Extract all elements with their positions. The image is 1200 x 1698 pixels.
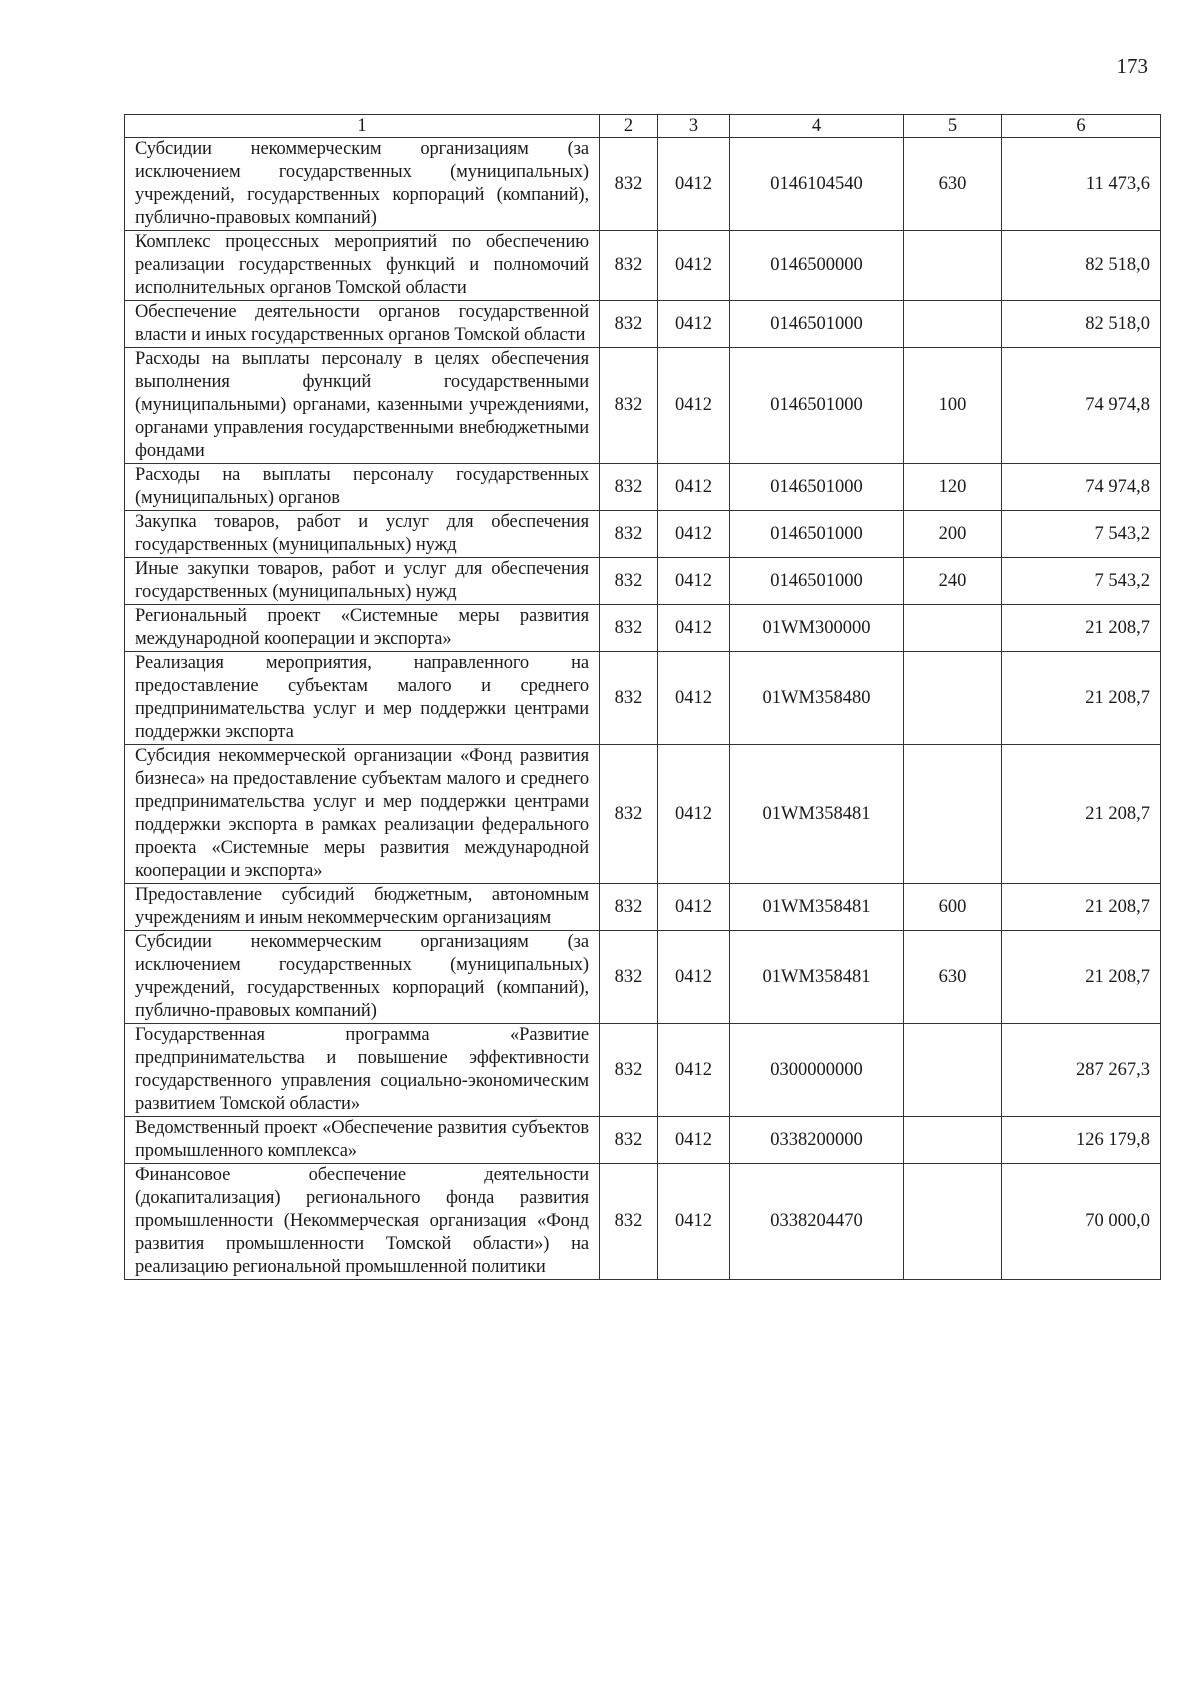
target-article-cell: 0146500000: [730, 231, 904, 301]
ministry-code-cell: 832: [600, 231, 658, 301]
target-article-cell: 01WM358481: [730, 884, 904, 931]
ministry-code-cell: 832: [600, 138, 658, 231]
row-name-cell: Иные закупки товаров, работ и услуг для обеспечения государственных (муниципальных) нужд: [125, 558, 600, 605]
row-name-cell: Расходы на выплаты персоналу в целях обеспечения выполнения функций государственными (муниципальными) органами, казенными учреждениями, органами управления государственными внебюджетными фондами: [125, 348, 600, 464]
page-number: 173: [1116, 54, 1148, 78]
target-article-cell: 0146501000: [730, 348, 904, 464]
ministry-code-cell: 832: [600, 1024, 658, 1117]
table-row: [125, 348, 1161, 464]
ministry-code-cell: 832: [600, 558, 658, 605]
table-row: [125, 931, 1161, 1024]
budget-table: [124, 114, 1161, 1280]
target-article-cell: 01WM300000: [730, 605, 904, 652]
expense-type-cell: [904, 301, 1002, 348]
table-row: [125, 464, 1161, 511]
table-row: [125, 231, 1161, 301]
expense-type-cell: [904, 1024, 1002, 1117]
section-code-cell: 0412: [658, 138, 730, 231]
table-row: [125, 605, 1161, 652]
amount-cell: 21 208,7: [1002, 745, 1161, 884]
table-row: [125, 558, 1161, 605]
section-code-cell: 0412: [658, 652, 730, 745]
expense-type-cell: 120: [904, 464, 1002, 511]
amount-cell: 11 473,6: [1002, 138, 1161, 231]
section-code-cell: 0412: [658, 884, 730, 931]
target-article-cell: 01WM358480: [730, 652, 904, 745]
target-article-cell: 0146501000: [730, 558, 904, 605]
table-row: [125, 301, 1161, 348]
amount-cell: 82 518,0: [1002, 231, 1161, 301]
section-code-cell: 0412: [658, 931, 730, 1024]
target-article-cell: 0146104540: [730, 138, 904, 231]
column-header-4: 4: [730, 115, 904, 138]
amount-cell: 7 543,2: [1002, 558, 1161, 605]
target-article-cell: 0338200000: [730, 1117, 904, 1164]
amount-cell: 70 000,0: [1002, 1164, 1161, 1280]
section-code-cell: 0412: [658, 464, 730, 511]
table-row: [125, 511, 1161, 558]
expense-type-cell: [904, 652, 1002, 745]
ministry-code-cell: 832: [600, 301, 658, 348]
row-name-cell: Обеспечение деятельности органов государственной власти и иных государственных органов Томской области: [125, 301, 600, 348]
expense-type-cell: [904, 1117, 1002, 1164]
expense-type-cell: 600: [904, 884, 1002, 931]
target-article-cell: 0146501000: [730, 301, 904, 348]
ministry-code-cell: 832: [600, 884, 658, 931]
section-code-cell: 0412: [658, 301, 730, 348]
expense-type-cell: [904, 231, 1002, 301]
target-article-cell: 0300000000: [730, 1024, 904, 1117]
amount-cell: 21 208,7: [1002, 652, 1161, 745]
row-name-cell: Государственная программа «Развитие предпринимательства и повышение эффективности государственного управления социально-экономическим развитием Томской области»: [125, 1024, 600, 1117]
expense-type-cell: 240: [904, 558, 1002, 605]
row-name-cell: Субсидии некоммерческим организациям (за исключением государственных (муниципальных) учреждений, государственных корпораций (компаний), публично-правовых компаний): [125, 138, 600, 231]
row-name-cell: Закупка товаров, работ и услуг для обеспечения государственных (муниципальных) нужд: [125, 511, 600, 558]
header-row: [125, 115, 1161, 138]
table-body: [125, 138, 1161, 1280]
target-article-cell: 0146501000: [730, 464, 904, 511]
target-article-cell: 0338204470: [730, 1164, 904, 1280]
section-code-cell: 0412: [658, 745, 730, 884]
amount-cell: 21 208,7: [1002, 605, 1161, 652]
amount-cell: 21 208,7: [1002, 884, 1161, 931]
column-header-6: 6: [1002, 115, 1161, 138]
table-row: [125, 1164, 1161, 1280]
ministry-code-cell: 832: [600, 511, 658, 558]
expense-type-cell: [904, 745, 1002, 884]
table-row: [125, 884, 1161, 931]
ministry-code-cell: 832: [600, 1117, 658, 1164]
amount-cell: 287 267,3: [1002, 1024, 1161, 1117]
ministry-code-cell: 832: [600, 605, 658, 652]
expense-type-cell: 100: [904, 348, 1002, 464]
expense-type-cell: [904, 605, 1002, 652]
target-article-cell: 01WM358481: [730, 931, 904, 1024]
row-name-cell: Расходы на выплаты персоналу государственных (муниципальных) органов: [125, 464, 600, 511]
amount-cell: 74 974,8: [1002, 348, 1161, 464]
table-row: [125, 138, 1161, 231]
target-article-cell: 01WM358481: [730, 745, 904, 884]
section-code-cell: 0412: [658, 511, 730, 558]
amount-cell: 74 974,8: [1002, 464, 1161, 511]
section-code-cell: 0412: [658, 348, 730, 464]
column-header-5: 5: [904, 115, 1002, 138]
section-code-cell: 0412: [658, 231, 730, 301]
ministry-code-cell: 832: [600, 652, 658, 745]
section-code-cell: 0412: [658, 558, 730, 605]
row-name-cell: Субсидия некоммерческой организации «Фонд развития бизнеса» на предоставление субъектам малого и среднего предпринимательства услуг и мер поддержки центрами поддержки экспорта в рамках реализации федерального проекта «Системные меры развития международной кооперации и экспорта»: [125, 745, 600, 884]
amount-cell: 82 518,0: [1002, 301, 1161, 348]
section-code-cell: 0412: [658, 1024, 730, 1117]
expense-type-cell: 630: [904, 931, 1002, 1024]
column-header-3: 3: [658, 115, 730, 138]
row-name-cell: Комплекс процессных мероприятий по обеспечению реализации государственных функций и полномочий исполнительных органов Томской области: [125, 231, 600, 301]
row-name-cell: Реализация мероприятия, направленного на предоставление субъектам малого и среднего предпринимательства услуг и мер поддержки центрами поддержки экспорта: [125, 652, 600, 745]
row-name-cell: Региональный проект «Системные меры развития международной кооперации и экспорта»: [125, 605, 600, 652]
ministry-code-cell: 832: [600, 931, 658, 1024]
ministry-code-cell: 832: [600, 464, 658, 511]
amount-cell: 7 543,2: [1002, 511, 1161, 558]
target-article-cell: 0146501000: [730, 511, 904, 558]
column-header-1: 1: [125, 115, 600, 138]
table-row: [125, 652, 1161, 745]
section-code-cell: 0412: [658, 1164, 730, 1280]
column-header-2: 2: [600, 115, 658, 138]
ministry-code-cell: 832: [600, 348, 658, 464]
section-code-cell: 0412: [658, 1117, 730, 1164]
row-name-cell: Ведомственный проект «Обеспечение развития субъектов промышленного комплекса»: [125, 1117, 600, 1164]
table-row: [125, 745, 1161, 884]
expense-type-cell: 200: [904, 511, 1002, 558]
table-row: [125, 1117, 1161, 1164]
ministry-code-cell: 832: [600, 1164, 658, 1280]
row-name-cell: Субсидии некоммерческим организациям (за исключением государственных (муниципальных) учреждений, государственных корпораций (компаний), публично-правовых компаний): [125, 931, 600, 1024]
amount-cell: 126 179,8: [1002, 1117, 1161, 1164]
section-code-cell: 0412: [658, 605, 730, 652]
amount-cell: 21 208,7: [1002, 931, 1161, 1024]
table-row: [125, 1024, 1161, 1117]
row-name-cell: Финансовое обеспечение деятельности (докапитализация) регионального фонда развития промышленности (Некоммерческая организация «Фонд развития промышленности Томской области») на реализацию региональной промышленной политики: [125, 1164, 600, 1280]
row-name-cell: Предоставление субсидий бюджетным, автономным учреждениям и иным некоммерческим организациям: [125, 884, 600, 931]
expense-type-cell: [904, 1164, 1002, 1280]
expense-type-cell: 630: [904, 138, 1002, 231]
ministry-code-cell: 832: [600, 745, 658, 884]
